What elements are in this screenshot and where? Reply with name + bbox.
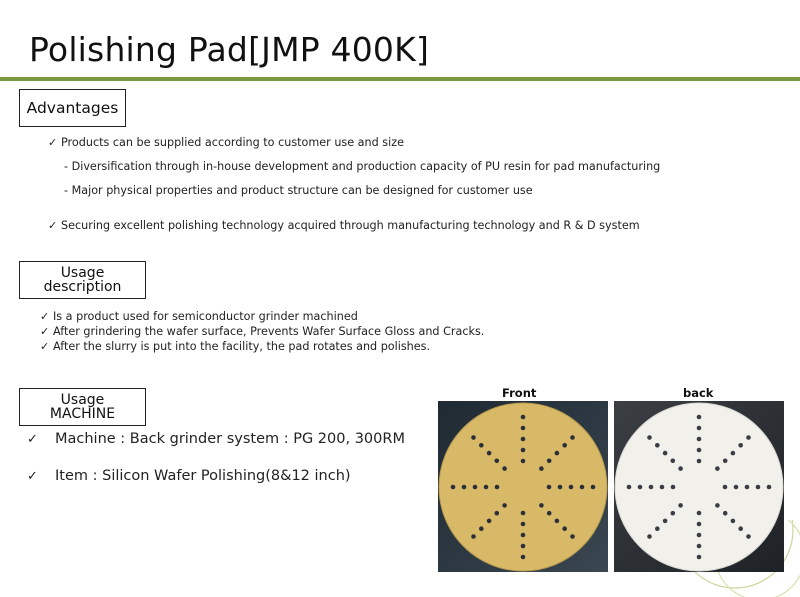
front-pad-hole: [558, 485, 563, 490]
check-icon: ✓: [48, 136, 58, 149]
back-pad-hole: [697, 437, 702, 442]
back-pad-hole: [723, 511, 728, 516]
machine-item-1: ✓ Machine : Back grinder system : PG 200, 300RM: [27, 431, 405, 447]
usage-item-2: ✓ After grindering the wafer surface, Prevents Wafer Surface Gloss and Cracks.: [40, 325, 485, 338]
back-pad-hole: [767, 485, 772, 490]
front-pad-hole: [570, 534, 575, 539]
front-pad-hole: [484, 485, 489, 490]
front-photo-label: Front: [502, 386, 537, 400]
front-pad-hole: [547, 459, 552, 464]
front-pad-hole: [562, 443, 567, 448]
check-icon: ✓: [27, 469, 38, 484]
front-pad-hole: [479, 443, 484, 448]
back-pad-hole: [647, 534, 652, 539]
usage-label-box: [19, 261, 146, 299]
front-pad-hole: [521, 459, 526, 464]
front-pad-hole: [591, 485, 596, 490]
front-pad-hole: [521, 511, 526, 516]
advantages-label: Advantages: [26, 99, 119, 117]
front-pad-hole: [539, 503, 544, 508]
back-pad-hole: [649, 485, 654, 490]
back-pad-hole: [738, 443, 743, 448]
front-pad-hole: [495, 511, 500, 516]
back-pad-hole: [697, 511, 702, 516]
check-icon: ✓: [48, 219, 58, 232]
back-pad-photo: [614, 401, 784, 572]
back-pad-hole: [715, 466, 720, 471]
back-pad-hole: [671, 459, 676, 464]
back-pad-hole: [697, 555, 702, 560]
front-pad-hole: [451, 485, 456, 490]
front-pad-hole: [487, 519, 492, 524]
back-pad-hole: [697, 533, 702, 538]
front-pad-hole: [502, 503, 507, 508]
front-pad-hole: [539, 466, 544, 471]
front-pad-hole: [521, 437, 526, 442]
front-pad-hole: [521, 555, 526, 560]
advantage-item-1: ✓ Products can be supplied according to customer use and size: [48, 136, 404, 149]
page-title: Polishing Pad[JMP 400K]: [29, 30, 430, 69]
front-pad-hole: [471, 435, 476, 440]
back-pad-hole: [697, 415, 702, 420]
back-pad-hole: [734, 485, 739, 490]
back-pad-hole: [678, 466, 683, 471]
front-pad-hole: [555, 451, 560, 456]
advantage-sub-1: - Diversification through in-house development and production capacity of PU resin for pad manufacturing: [64, 160, 661, 173]
front-pad-hole: [495, 485, 500, 490]
title-underline: [0, 77, 800, 81]
back-pad-hole: [697, 522, 702, 527]
usage-label: Usage description: [43, 265, 122, 295]
front-pad-hole: [562, 526, 567, 531]
front-pad-hole: [569, 485, 574, 490]
front-pad-hole: [521, 426, 526, 431]
front-pad-hole: [547, 485, 552, 490]
back-pad-hole: [655, 443, 660, 448]
front-pad-hole: [521, 522, 526, 527]
back-pad-hole: [663, 519, 668, 524]
usage-item-3: ✓ After the slurry is put into the facility, the pad rotates and polishes.: [40, 340, 431, 353]
front-pad-hole: [487, 451, 492, 456]
front-pad-hole: [547, 511, 552, 516]
machine-item-2: ✓ Item : Silicon Wafer Polishing(8&12 inch): [27, 468, 351, 484]
front-pad-hole: [521, 533, 526, 538]
back-pad-hole: [647, 435, 652, 440]
back-pad-hole: [697, 426, 702, 431]
back-pad-hole: [655, 526, 660, 531]
back-pad-hole: [671, 511, 676, 516]
back-pad-hole: [731, 519, 736, 524]
check-icon: ✓: [40, 325, 50, 338]
back-pad-hole: [723, 459, 728, 464]
back-pad-hole: [627, 485, 632, 490]
back-pad-hole: [738, 526, 743, 531]
back-pad-hole: [731, 451, 736, 456]
front-pad-hole: [502, 466, 507, 471]
front-pad-hole: [495, 459, 500, 464]
back-pad-hole: [697, 459, 702, 464]
back-pad-hole: [678, 503, 683, 508]
advantages-label-box: [19, 89, 126, 127]
front-pad-hole: [479, 526, 484, 531]
front-pad-hole: [473, 485, 478, 490]
back-pad-hole: [638, 485, 643, 490]
front-pad-photo: [438, 401, 608, 572]
front-pad-hole: [521, 448, 526, 453]
check-icon: ✓: [40, 310, 50, 323]
back-pad-hole: [660, 485, 665, 490]
back-pad-hole: [715, 503, 720, 508]
back-pad-hole: [697, 544, 702, 549]
back-pad-hole: [697, 448, 702, 453]
back-pad-hole: [663, 451, 668, 456]
back-pad-hole: [671, 485, 676, 490]
front-pad-hole: [471, 534, 476, 539]
front-pad-hole: [555, 519, 560, 524]
back-pad-hole: [723, 485, 728, 490]
usage-item-1: ✓ Is a product used for semiconductor grinder machined: [40, 310, 358, 323]
check-icon: ✓: [27, 432, 38, 447]
front-pad-hole: [521, 544, 526, 549]
advantage-item-2: ✓ Securing excellent polishing technology acquired through manufacturing technology and R & D system: [48, 219, 640, 232]
front-pad-hole: [521, 415, 526, 420]
machine-label: Usage MACHINE: [49, 392, 116, 422]
front-pad-hole: [580, 485, 585, 490]
advantage-sub-2: - Major physical properties and product structure can be designed for customer use: [64, 184, 533, 197]
check-icon: ✓: [40, 340, 50, 353]
back-pad-hole: [745, 485, 750, 490]
back-photo-label: back: [683, 386, 714, 400]
front-pad-hole: [570, 435, 575, 440]
front-pad-hole: [462, 485, 467, 490]
back-pad-hole: [756, 485, 761, 490]
machine-label-box: [19, 388, 146, 426]
back-pad-hole: [746, 534, 751, 539]
back-pad-hole: [746, 435, 751, 440]
